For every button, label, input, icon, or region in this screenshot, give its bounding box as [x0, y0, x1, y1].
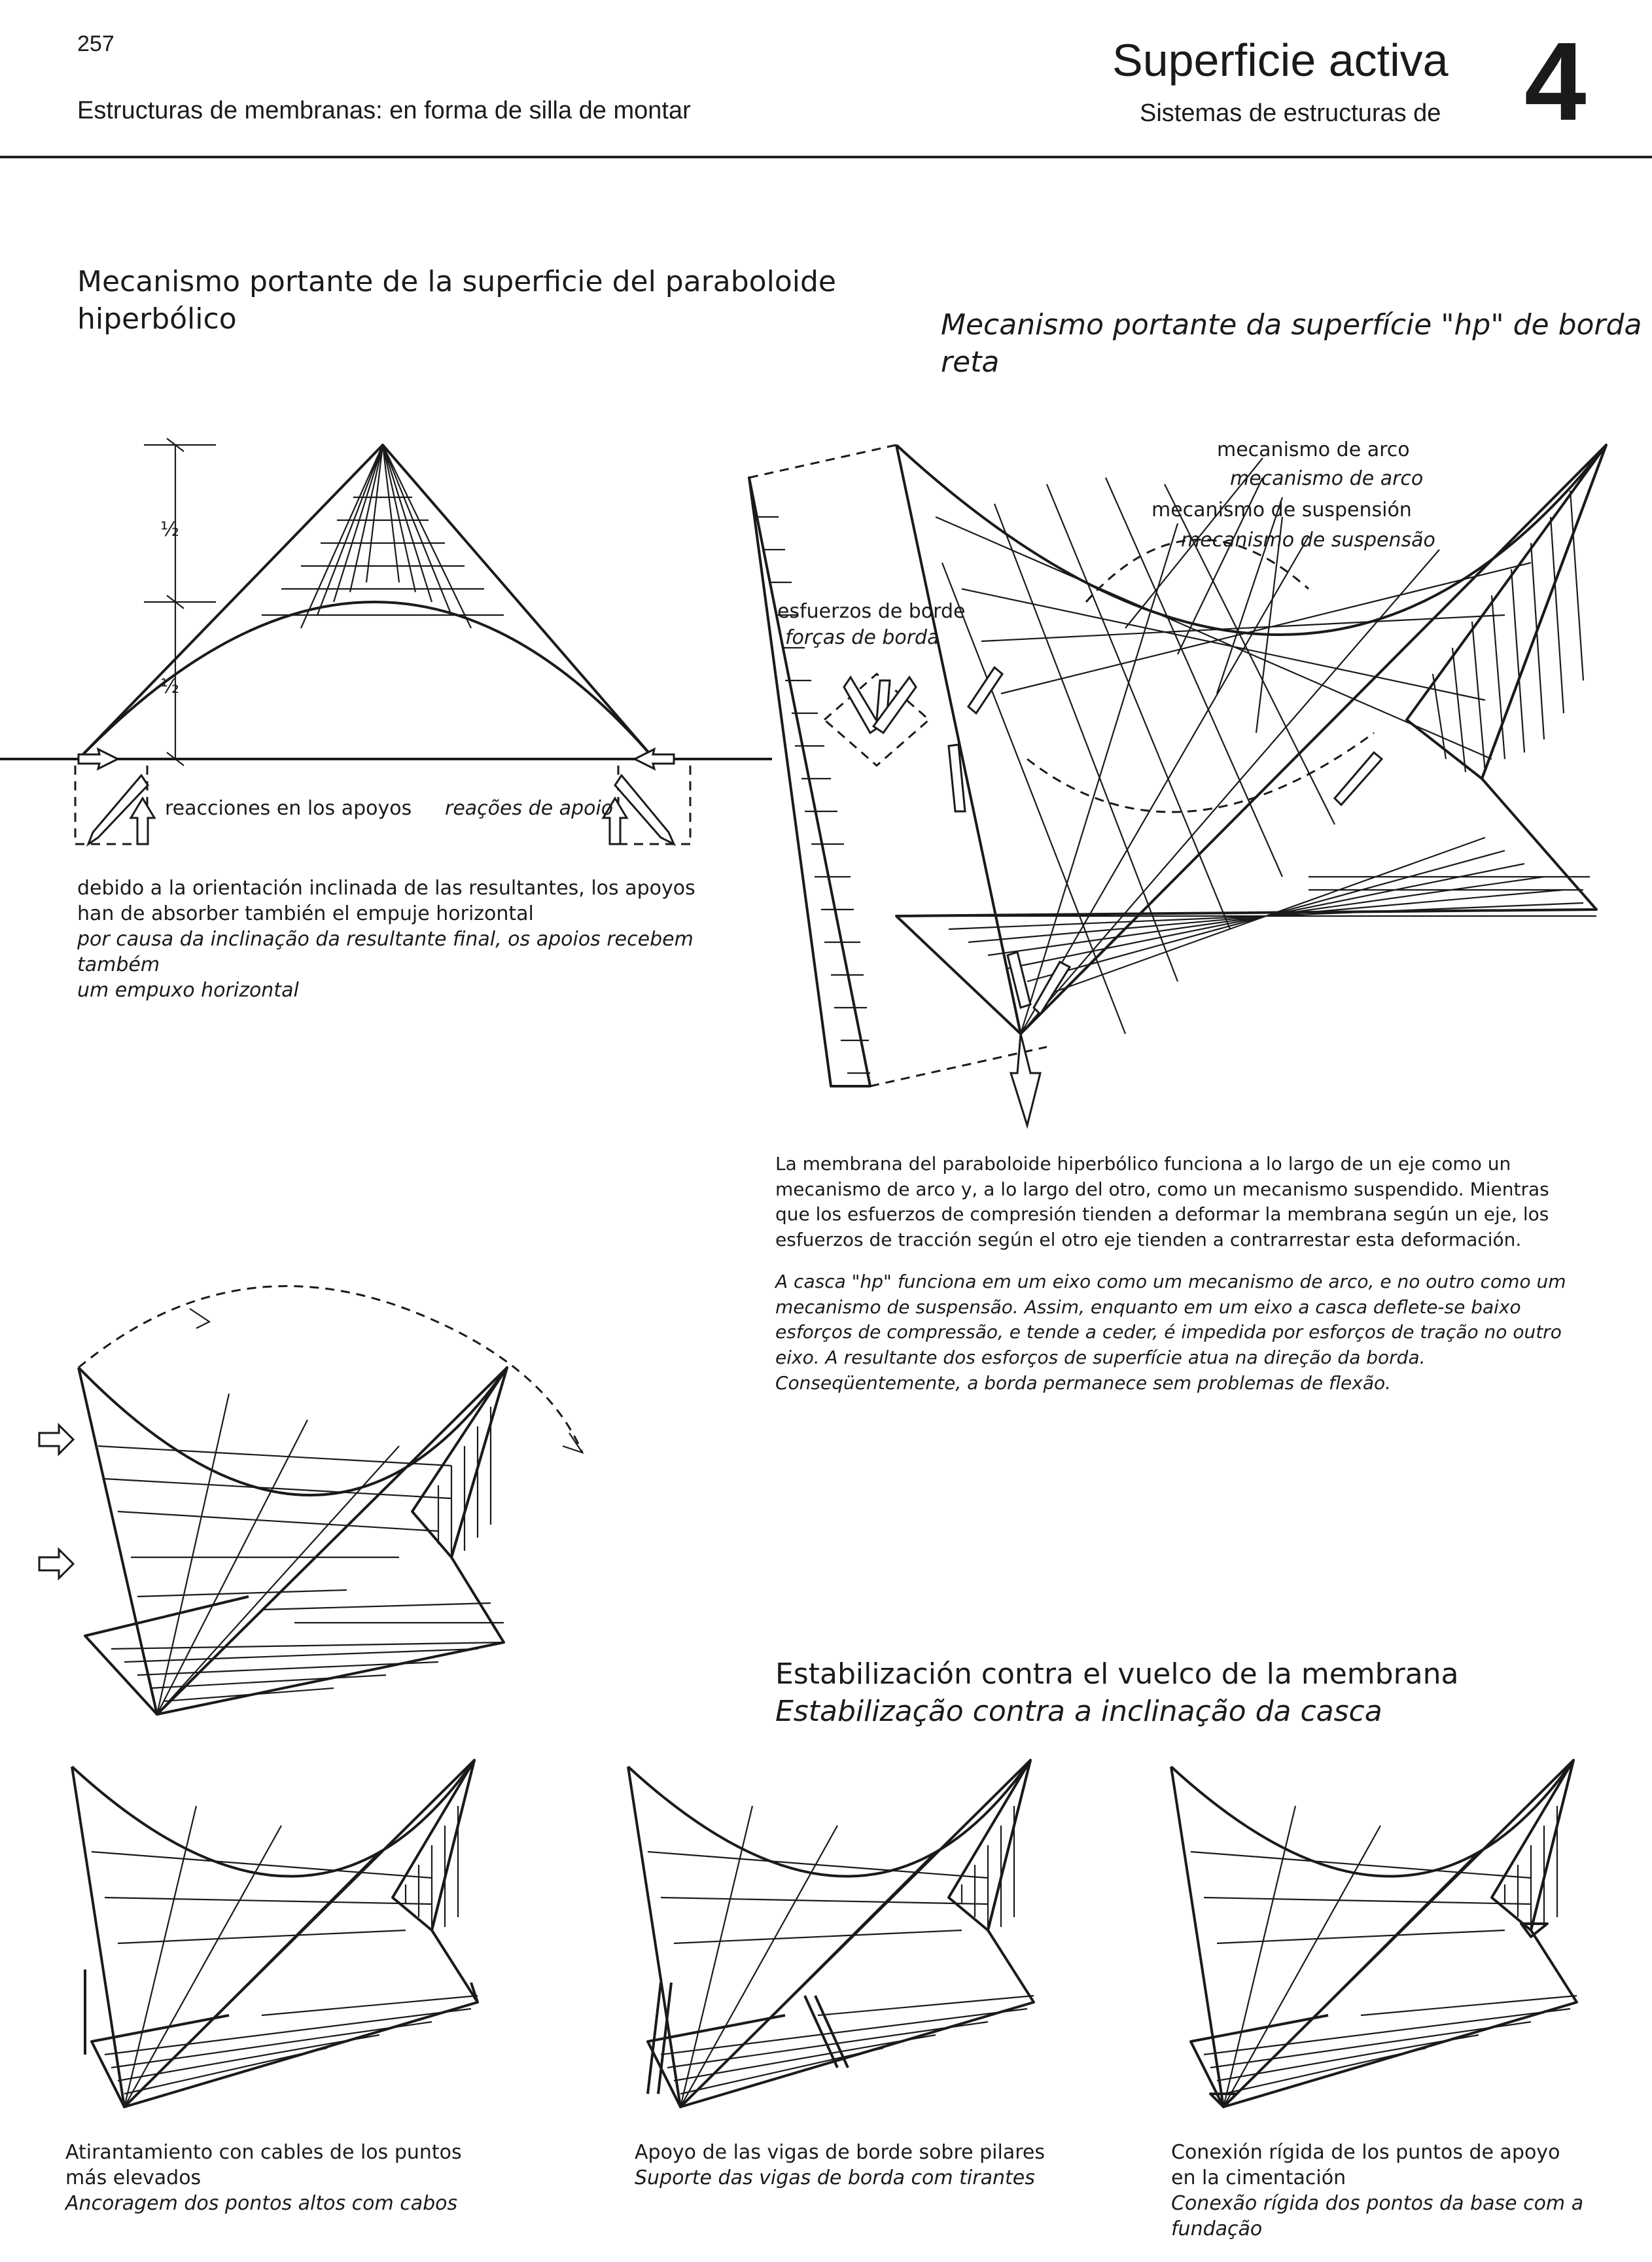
arrow-icon: [39, 1425, 73, 1578]
label-edge-es: esfuerzos de borde: [777, 600, 966, 623]
caption-rigid-pt1: Conexão rígida dos pontos da base com a: [1171, 2192, 1584, 2215]
grid-lines: [98, 1368, 507, 1714]
section1-title: [77, 263, 836, 338]
caption-rigid-pt2: fundação: [1171, 2218, 1263, 2240]
hatching: [262, 445, 504, 628]
label-reactions-pt: reações de apoio: [445, 797, 614, 820]
system-label: Sistemas de estructuras de: [1140, 99, 1441, 127]
caption-rigid-es2: en la cimentación: [1171, 2166, 1346, 2189]
wind-load-figure: [33, 1282, 622, 1741]
hatching: [1433, 491, 1583, 772]
grid-lines: [1191, 1760, 1573, 2107]
caption-columns-es1: Apoyo de las vigas de borde sobre pilares: [635, 2141, 1045, 2164]
label-reactions-es: reacciones en los apoyos: [165, 797, 412, 820]
label-susp-pt: mecanismo de suspensão: [1181, 529, 1435, 552]
grid-lines: [92, 1760, 474, 2107]
section3-title-pt: Estabilização contra a inclinação da casca: [775, 1695, 1382, 1729]
caption-es-line2: han de absorber también el empuje horizontal: [77, 902, 534, 925]
label-arc-es: mecanismo de arco: [1217, 438, 1410, 461]
section3-title-es: Estabilización contra el vuelco de la membrana: [775, 1657, 1459, 1691]
hatching: [936, 838, 1596, 995]
stabilization-columns-figure: [622, 1754, 1093, 2120]
half-label-top: ½: [160, 518, 180, 541]
grid-lines: [648, 1760, 1030, 2107]
caption-pt-line2: um empuxo horizontal: [77, 979, 299, 1002]
label-arc-pt: mecanismo de arco: [1230, 467, 1424, 490]
caption-cables: [65, 2140, 536, 2216]
chapter-subtitle: Estructuras de membranas: en forma de silla de montar: [77, 97, 691, 124]
stabilization-cables-figure: [65, 1754, 536, 2120]
section1-title-line1: Mecanismo portante de la superficie del paraboloide: [77, 265, 836, 298]
caption-rigid: [1171, 2140, 1642, 2242]
section-title: Superficie activa: [1112, 35, 1449, 86]
half-label-bottom: ½: [160, 675, 180, 698]
section1-title-line2: hiperbólico: [77, 302, 237, 336]
section3-title: [775, 1655, 1458, 1730]
label-edge-pt: forças de borda: [785, 626, 940, 649]
caption-cables-es2: más elevados: [65, 2166, 202, 2189]
stabilization-rigid-figure: [1165, 1754, 1636, 2120]
caption-es-line1: debido a la orientación inclinada de las resultantes, los apoyos: [77, 877, 695, 900]
page-number: 257: [77, 31, 114, 56]
hp-shell-figure: [720, 419, 1649, 1139]
section2-title: Mecanismo portante da superfície "hp" de borda reta: [941, 308, 1642, 380]
caption-columns: [635, 2140, 1106, 2191]
paragraph-es: La membrana del paraboloide hiperbólico funciona a lo largo de un eje como un mecanismo de arco y, a lo largo del otro, como un mecanismo suspendido. Mientras que los esfuerzos de compresión tienden a deformar la membrana según un eje, los esfuerzos de tracción según el otro eje tienden a contrarrestar esta deformación.: [775, 1153, 1549, 1250]
caption-pt-line1: por causa da inclinação da resultante final, os apoios recebem também: [77, 928, 694, 976]
chapter-number: 4: [1524, 20, 1587, 144]
caption-cables-pt1: Ancoragem dos pontos altos com cabos: [65, 2192, 458, 2215]
paragraph-pt: A casca "hp" funciona em um eixo como um mecanismo de arco, e no outro como um mecanismo de suspensão. Assim, enquanto em um eixo a casca deflete-se baixo esforços de compressão, e tende a ceder, é impedida por esforços de tração no outro eixo. A resultante dos esforços de superfície atua na direção da borda. Conseqüentemente, a borda permanece sem problemas de flexão.: [775, 1271, 1566, 1394]
header-rule: [0, 156, 1652, 158]
dimension-line-icon: [144, 438, 216, 766]
caption-rigid-es1: Conexión rígida de los puntos de apoyo: [1171, 2141, 1560, 2164]
caption-cables-es1: Atirantamiento con cables de los puntos: [65, 2141, 462, 2164]
caption-columns-pt1: Suporte das vigas de borda com tirantes: [635, 2166, 1035, 2189]
section1-caption: [77, 875, 731, 1003]
label-susp-es: mecanismo de suspensión: [1151, 499, 1412, 521]
